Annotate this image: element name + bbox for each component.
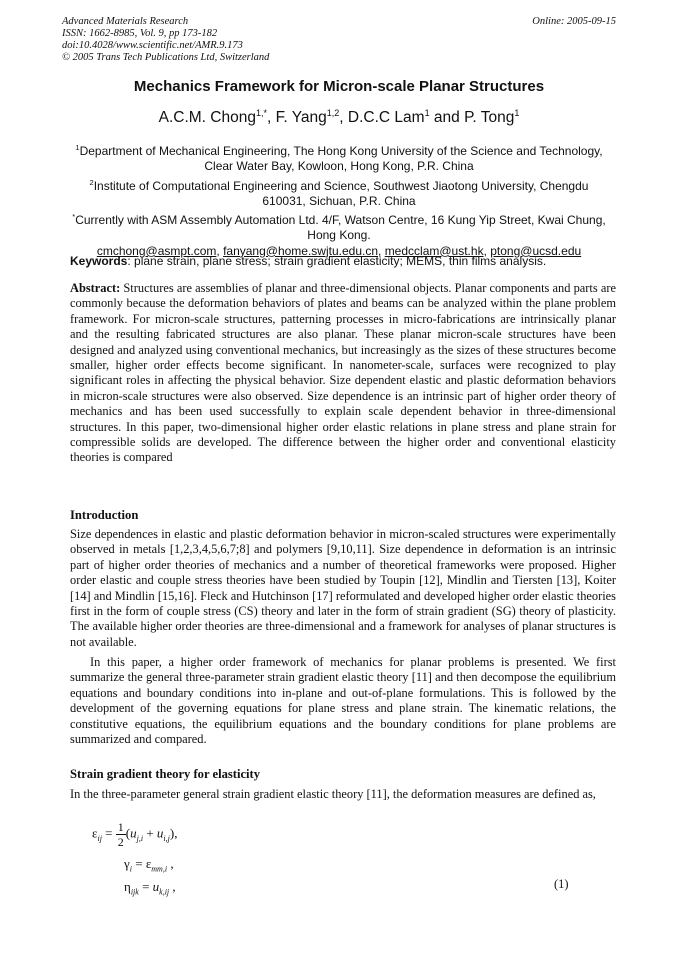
- journal-issn: ISSN: 1662-8985, Vol. 9, pp 173-182: [62, 28, 218, 39]
- keywords-label: Keywords: [70, 254, 128, 268]
- author-affiliation-mark: 1,*: [255, 108, 267, 118]
- abstract-text: Structures are assemblies of planar and three-dimensional objects. Planar components and parts are commonly because the deformation behaviors of plates and beams can be analyzed within the plane problem framework. For micron-scale structures, patterning processes in micro-fabrications are intrinsically planar and the resulting fabricated structures are also planar. These planar micron-scale structures have been designed and analyzed using conventional mechanics, but increasingly as the sizes of these structures become smaller, higher order effects become significant. In nanometer-scale, surfaces were recognized to play significant roles in affecting the physical behavior. Size dependent elastic and plastic deformation behaviors in micron-scale structures were also observed. Size dependence is an intrinsic part of higher order theory of mechanics and has been used successfully to explain scale dependent behavior in three-dimensional structures. In this paper, two-dimensional higher order elastic relations in plane stress and plane strain for compressible solids are developed. The difference between the higher order and conventional elasticity theories is compared: [70, 281, 616, 465]
- affiliation-mark: 1: [75, 143, 80, 152]
- email-link[interactable]: cmchong@asmpt.com: [96, 243, 217, 258]
- email-link[interactable]: ptong@ucsd.edu: [490, 243, 582, 258]
- introduction-paragraph: In this paper, a higher order framework of mechanics for planar problems is presented. We first summarize the general three-parameter strain gradient elastic theory [11] and then decompose the equilibrium equations and boundary conditions into in-plane and out-of-plane formulations. This is followed by the development of the governing equations for plane stress and plane strain. The kinematic relations, the constitutive equations, the equilibrium equations and the boundary conditions for plane problems are summarized and compared.: [70, 655, 616, 747]
- section-heading-strain-gradient: Strain gradient theory for elasticity: [70, 767, 261, 781]
- keywords-text: : plane strain, plane stress; strain gradient elasticity; MEMS, thin films analysis.: [127, 254, 547, 268]
- affiliation: [70, 175, 608, 210]
- section-heading-introduction: Introduction: [70, 508, 139, 522]
- journal-copyright: © 2005 Trans Tech Publications Ltd, Switzerland: [62, 52, 270, 63]
- keywords: [70, 254, 616, 268]
- journal-name: Advanced Materials Research: [62, 16, 189, 27]
- email-link[interactable]: fanyang@home.swjtu.edu.cn: [223, 243, 379, 258]
- affiliation-text: Institute of Computational Engineering and Science, Southwest Jiaotong University, Chengdu 610031, Sichuan, P.R. China: [93, 178, 589, 208]
- author-name: A.C.M. Chong: [158, 109, 256, 127]
- affiliation-mark: *: [72, 212, 76, 222]
- abstract: [70, 281, 616, 466]
- affiliation: [70, 209, 608, 244]
- author-affiliation-mark: 1: [514, 108, 520, 118]
- paper-title: Mechanics Framework for Micron-scale Planar Structures: [133, 78, 545, 95]
- abstract-label: Abstract:: [70, 281, 121, 295]
- author-name: P. Tong: [464, 109, 515, 127]
- email-link[interactable]: medcclam@ust.hk: [384, 243, 484, 258]
- affiliations: [70, 140, 608, 259]
- author-affiliation-mark: 1: [424, 108, 430, 118]
- online-date: Online: 2005-09-15: [532, 16, 616, 27]
- affiliation-text: Currently with ASM Assembly Automation Ltd. 4/F, Watson Centre, 16 Kung Yip Street, Kwai Chung, Hong Kong.: [75, 213, 606, 243]
- author-name: D.C.C Lam: [347, 109, 425, 127]
- author-name: F. Yang: [275, 109, 327, 127]
- journal-header: [62, 16, 362, 64]
- journal-doi: doi:10.4028/www.scientific.net/AMR.9.173: [62, 40, 243, 51]
- strain-gradient-paragraph: In the three-parameter general strain gradient elastic theory [11], the deformation measures are defined as,: [70, 787, 596, 801]
- author-affiliation-mark: 1,2: [326, 108, 340, 118]
- equation-second-gradient: $\eta_{ijk} = u_{k,ij}$ ,: [124, 879, 176, 897]
- introduction-paragraph: Size dependences in elastic and plastic deformation behavior in micron-scaled structures were experimentally observed in metals [1,2,3,4,5,6,7;8] and polymers [9,10,11]. Size dependence in deformation is an intrinsic part of higher order theories of mechanics and a number of theoretical frameworks were proposed. Higher order elastic and couple stress theories have been studied by Toupin [12], Mindlin and Tiersten [13], Koiter [14] and Mindlin [15,16]. Fleck and Hutchinson [17] reformulated and developed higher order elastic theories first in the form of couple stress (CS) theory and later in the form of strain gradient (SG) theory of plasticity. The available higher order theories are three-dimensional and a framework for analyses of planar structures is not available.: [70, 527, 616, 649]
- email-list: cmchong@asmpt.com, fanyang@home.swjtu.edu.cn, medcclam@ust.hk, ptong@ucsd.edu: [96, 243, 582, 258]
- equation-strain: $\varepsilon_{ij}$ = $\frac{1}{2}$ $(u_{j,i} + u_{i,j})$,: [92, 820, 178, 849]
- affiliation: [70, 140, 608, 175]
- author-list: A.C.M. Chong$^{1,*}$, F. Yang$^{1,2}$, D.C.C Lam$^1$ and P. Tong$^1$: [158, 108, 520, 127]
- equation-dilatation-gradient: $\gamma_i = \varepsilon_{mm,i}$ ,: [124, 856, 174, 874]
- equation-number: (1): [554, 877, 569, 891]
- affiliation-mark: 2: [89, 177, 94, 187]
- affiliation-text: Department of Mechanical Engineering, The Hong Kong University of the Science and Technology, Clear Water Bay, Kowloon, Hong Kong, P.R. China: [79, 144, 603, 174]
